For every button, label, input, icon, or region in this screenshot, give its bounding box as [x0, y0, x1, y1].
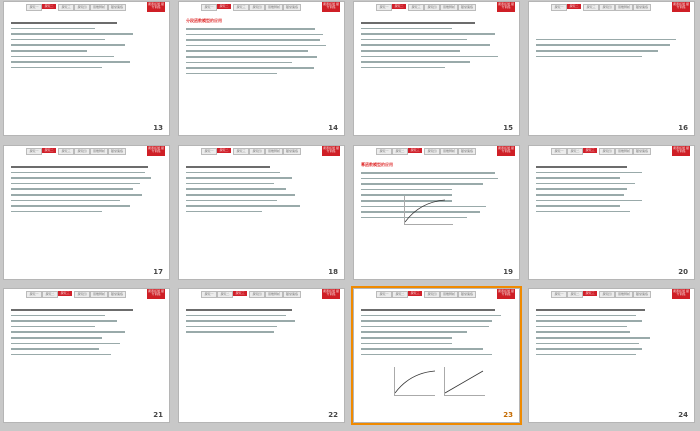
- slide-nav-bar: [529, 289, 694, 298]
- slide-content: [186, 18, 338, 78]
- text-line: [361, 189, 452, 191]
- slide-nav-tab: 探究二: [567, 4, 581, 9]
- text-line: [11, 331, 125, 333]
- slide-thumbnail-21[interactable]: [3, 288, 170, 423]
- slide-number: 22: [328, 411, 338, 419]
- text-line: [11, 343, 120, 345]
- slide-nav-tab: 探究四: [424, 4, 440, 11]
- slide-nav-tab: 探究一: [26, 4, 42, 11]
- slide-nav-tab: 随堂演练: [633, 148, 651, 155]
- slide-thumbnail-23[interactable]: [353, 288, 520, 423]
- slide-nav-tab: 思维辨析: [90, 148, 108, 155]
- text-line: [186, 67, 314, 69]
- text-line: [186, 34, 323, 36]
- slide-badge: 素养拓展 提升训练: [322, 146, 340, 156]
- slide-nav-tab: 探究三: [408, 148, 422, 153]
- text-line: [186, 183, 274, 185]
- text-line: [11, 39, 105, 41]
- text-line: [11, 50, 87, 52]
- text-line: [186, 50, 308, 52]
- text-line: [11, 56, 114, 58]
- text-line: [536, 172, 642, 174]
- text-line: [361, 326, 489, 328]
- text-line: [11, 177, 151, 179]
- slide-nav-tab: 探究一: [201, 4, 217, 11]
- slide-nav-tab: 随堂演练: [458, 291, 476, 298]
- text-line: [186, 28, 315, 30]
- text-line: [186, 172, 280, 174]
- slide-nav-tab: 思维辨析: [615, 4, 633, 11]
- slide-nav-tab: 随堂演练: [633, 291, 651, 298]
- text-line: [11, 183, 140, 185]
- text-line: [536, 337, 650, 339]
- slide-badge: 素养拓展 提升训练: [497, 2, 515, 12]
- text-line: [11, 22, 117, 24]
- text-line: [186, 326, 277, 328]
- slide-nav-bar: [4, 2, 169, 11]
- text-line: [361, 61, 470, 63]
- text-line: [11, 315, 105, 317]
- text-line: [11, 67, 102, 69]
- slide-nav-tab: 探究二: [392, 148, 408, 155]
- slide-nav-bar: [179, 146, 344, 155]
- slide-nav-bar: [4, 146, 169, 155]
- text-line: [186, 188, 286, 190]
- text-line: [361, 22, 475, 24]
- slide-nav-tab: 探究二: [42, 148, 56, 153]
- slide-badge: 素养拓展 提升训练: [322, 289, 340, 299]
- text-line: [11, 166, 148, 168]
- text-line: [186, 211, 262, 213]
- slide-nav-tab: 探究一: [551, 148, 567, 155]
- slide-nav-bar: [354, 2, 519, 11]
- text-line: [11, 348, 99, 350]
- text-line: [186, 205, 300, 207]
- text-line: [361, 183, 483, 185]
- slide-nav-tab: 探究三: [58, 4, 74, 11]
- slide-content: [536, 305, 688, 359]
- slide-nav-tab: 探究四: [74, 4, 90, 11]
- text-line: [536, 44, 670, 46]
- slide-nav-tab: 随堂演练: [108, 148, 126, 155]
- text-line: [536, 194, 624, 196]
- text-line: [11, 354, 111, 356]
- slide-nav-tab: 探究四: [424, 291, 440, 298]
- slide-nav-tab: 探究二: [217, 291, 233, 298]
- text-line: [361, 67, 445, 69]
- slide-nav-tab: 探究二: [392, 4, 406, 9]
- slide-nav-tab: 思维辨析: [265, 4, 283, 11]
- slide-nav-tab: 随堂演练: [283, 148, 301, 155]
- slide-nav-tab: 随堂演练: [108, 291, 126, 298]
- text-line: [536, 348, 642, 350]
- slide-nav-tab: 随堂演练: [283, 291, 301, 298]
- slide-nav-tab: 探究三: [233, 291, 247, 296]
- slide-number: 13: [153, 124, 163, 132]
- slide-nav-bar: [354, 146, 519, 155]
- text-line: [361, 354, 492, 356]
- text-line: [361, 348, 483, 350]
- slide-nav-tab: 思维辨析: [440, 4, 458, 11]
- slide-nav-tab: 探究二: [217, 4, 231, 9]
- slide-nav-tab: 探究一: [551, 4, 567, 11]
- text-line: [361, 56, 498, 58]
- graph-curve: [395, 367, 435, 395]
- slide-nav-bar: [179, 289, 344, 298]
- slide-nav-tab: 探究四: [74, 148, 90, 155]
- graph-thumbnail: [394, 367, 435, 396]
- slide-badge: 素养拓展 提升训练: [672, 146, 690, 156]
- slide-nav-tab: 思维辨析: [265, 148, 283, 155]
- text-line: [361, 33, 495, 35]
- text-line: [536, 205, 620, 207]
- text-line: [536, 188, 627, 190]
- slide-nav-tab: 探究一: [26, 148, 42, 155]
- slide-nav-tab: 探究三: [583, 148, 597, 153]
- slide-nav-tab: 探究三: [233, 148, 249, 155]
- slide-thumbnail-19[interactable]: [353, 145, 520, 280]
- slide-nav-tab: 探究三: [408, 291, 422, 296]
- slide-nav-tab: 探究一: [201, 148, 217, 155]
- text-line: [11, 320, 117, 322]
- slide-nav-tab: 探究一: [376, 4, 392, 11]
- slide-number: 15: [503, 124, 513, 132]
- slide-thumbnail-13[interactable]: [3, 1, 170, 136]
- text-line: [361, 28, 452, 30]
- slide-nav-tab: 思维辨析: [265, 291, 283, 298]
- text-line: [11, 309, 133, 311]
- slide-content: [11, 305, 163, 359]
- slide-nav-tab: 探究一: [26, 291, 42, 298]
- slide-nav-tab: 思维辨析: [615, 148, 633, 155]
- slide-number: 23: [503, 411, 513, 419]
- slide-badge: 素养拓展 提升训练: [497, 289, 515, 299]
- slide-nav-tab: 探究四: [74, 291, 90, 298]
- slide-thumbnail-24[interactable]: [528, 288, 695, 423]
- text-line: [11, 200, 120, 202]
- slide-nav-tab: 探究四: [599, 4, 615, 11]
- text-line: [361, 172, 495, 174]
- slide-nav-tab: 探究四: [249, 291, 265, 298]
- text-line: [536, 315, 636, 317]
- slide-content: [186, 305, 338, 359]
- slide-nav-tab: 探究一: [201, 291, 217, 298]
- slide-badge: 素养拓展 提升训练: [497, 146, 515, 156]
- slide-thumbnail-17[interactable]: [3, 145, 170, 280]
- text-line: [536, 354, 636, 356]
- slide-nav-tab: 思维辨析: [615, 291, 633, 298]
- slide-nav-tab: 探究四: [249, 148, 265, 155]
- slide-nav-tab: 随堂演练: [108, 4, 126, 11]
- slide-nav-tab: 探究三: [58, 148, 74, 155]
- text-line: [361, 331, 467, 333]
- slide-thumbnail-20[interactable]: [528, 145, 695, 280]
- text-line: [536, 177, 620, 179]
- slide-nav-tab: 探究四: [599, 291, 615, 298]
- slide-badge: 素养拓展 提升训练: [147, 146, 165, 156]
- text-line: [536, 326, 627, 328]
- text-line: [536, 50, 658, 52]
- slide-title: 幂函数模型的应用: [361, 162, 393, 167]
- slide-nav-tab: 探究二: [217, 148, 231, 153]
- text-line: [536, 200, 642, 202]
- slide-nav-tab: 思维辨析: [440, 291, 458, 298]
- text-line: [536, 211, 630, 213]
- text-line: [186, 45, 326, 47]
- slide-nav-tab: 随堂演练: [458, 148, 476, 155]
- text-line: [186, 194, 295, 196]
- slide-nav-bar: [4, 289, 169, 298]
- slide-nav-bar: [529, 2, 694, 11]
- slide-nav-tab: 探究二: [567, 148, 583, 155]
- slide-badge: 素养拓展 提升训练: [672, 2, 690, 12]
- slide-nav-tab: 探究四: [424, 148, 440, 155]
- text-line: [361, 50, 460, 52]
- text-line: [361, 44, 490, 46]
- text-line: [11, 194, 142, 196]
- slide-content: [11, 162, 163, 216]
- text-line: [186, 331, 274, 333]
- text-line: [186, 177, 292, 179]
- slide-badge: 素养拓展 提升训练: [147, 2, 165, 12]
- slide-content: [536, 162, 688, 216]
- slide-nav-tab: 探究二: [567, 291, 583, 298]
- slide-title: 分段函数模型的应用: [186, 18, 222, 23]
- text-line: [536, 331, 630, 333]
- text-line: [536, 56, 642, 58]
- text-line: [11, 188, 133, 190]
- slide-nav-tab: 思维辨析: [90, 291, 108, 298]
- text-line: [11, 44, 125, 46]
- slide-nav-bar: [179, 2, 344, 11]
- slide-nav-tab: 探究三: [58, 291, 72, 296]
- slide-nav-tab: 随堂演练: [633, 4, 651, 11]
- text-line: [536, 320, 642, 322]
- text-line: [361, 315, 501, 317]
- slide-badge: 素养拓展 提升训练: [147, 289, 165, 299]
- slide-thumbnail-18[interactable]: [178, 145, 345, 280]
- slide-nav-tab: 探究三: [233, 4, 249, 11]
- text-line: [186, 56, 317, 58]
- slide-nav-tab: 探究四: [249, 4, 265, 11]
- slide-nav-tab: 思维辨析: [90, 4, 108, 11]
- text-line: [361, 337, 452, 339]
- text-line: [11, 33, 133, 35]
- slide-nav-bar: [354, 289, 519, 298]
- text-line: [11, 61, 130, 63]
- slide-number: 18: [328, 268, 338, 276]
- text-line: [11, 337, 102, 339]
- slide-thumbnail-14[interactable]: [178, 1, 345, 136]
- slide-thumbnail-16[interactable]: [528, 1, 695, 136]
- text-line: [361, 39, 467, 41]
- graph-curve: [405, 196, 453, 224]
- text-line: [536, 309, 645, 311]
- text-line: [11, 211, 102, 213]
- slide-nav-tab: 随堂演练: [458, 4, 476, 11]
- slide-nav-tab: 探究二: [392, 291, 408, 298]
- slide-number: 19: [503, 268, 513, 276]
- slide-nav-tab: 探究二: [42, 291, 58, 298]
- slide-nav-tab: 探究三: [583, 291, 597, 296]
- slide-number: 16: [678, 124, 688, 132]
- slide-number: 17: [153, 268, 163, 276]
- slide-thumbnail-15[interactable]: [353, 1, 520, 136]
- slide-content: [11, 18, 163, 72]
- text-line: [361, 320, 492, 322]
- slide-content: [186, 162, 338, 216]
- text-line: [186, 39, 320, 41]
- text-line: [536, 166, 627, 168]
- text-line: [186, 62, 292, 64]
- slide-number: 21: [153, 411, 163, 419]
- text-line: [11, 172, 145, 174]
- text-line: [186, 309, 292, 311]
- slide-nav-tab: 思维辨析: [440, 148, 458, 155]
- text-line: [361, 178, 498, 180]
- text-line: [536, 39, 676, 41]
- slide-content: [361, 18, 513, 72]
- text-line: [361, 343, 452, 345]
- slide-number: 14: [328, 124, 338, 132]
- slide-nav-tab: 探究一: [551, 291, 567, 298]
- slide-badge: 素养拓展 提升训练: [322, 2, 340, 12]
- graph-curve: [445, 367, 485, 395]
- slide-nav-tab: 探究一: [376, 148, 392, 155]
- text-line: [11, 28, 95, 30]
- text-line: [186, 166, 270, 168]
- slide-nav-tab: 探究三: [408, 4, 424, 11]
- graph-thumbnail: [444, 367, 485, 396]
- slide-nav-tab: 探究一: [376, 291, 392, 298]
- text-line: [361, 309, 495, 311]
- text-line: [11, 326, 95, 328]
- slide-thumbnail-22[interactable]: [178, 288, 345, 423]
- slide-content: [361, 305, 513, 359]
- slide-nav-tab: 探究四: [599, 148, 615, 155]
- text-line: [11, 205, 130, 207]
- slide-nav-tab: 探究三: [583, 4, 599, 11]
- slide-nav-bar: [529, 146, 694, 155]
- text-line: [186, 73, 277, 75]
- slide-nav-tab: 探究二: [42, 4, 56, 9]
- slide-content: [536, 18, 688, 72]
- text-line: [536, 183, 635, 185]
- slide-number: 20: [678, 268, 688, 276]
- text-line: [536, 343, 639, 345]
- text-line: [186, 315, 286, 317]
- slide-badge: 素养拓展 提升训练: [672, 289, 690, 299]
- text-line: [186, 320, 295, 322]
- graph-thumbnail: [404, 196, 453, 225]
- slide-number: 24: [678, 411, 688, 419]
- slide-nav-tab: 随堂演练: [283, 4, 301, 11]
- text-line: [186, 200, 277, 202]
